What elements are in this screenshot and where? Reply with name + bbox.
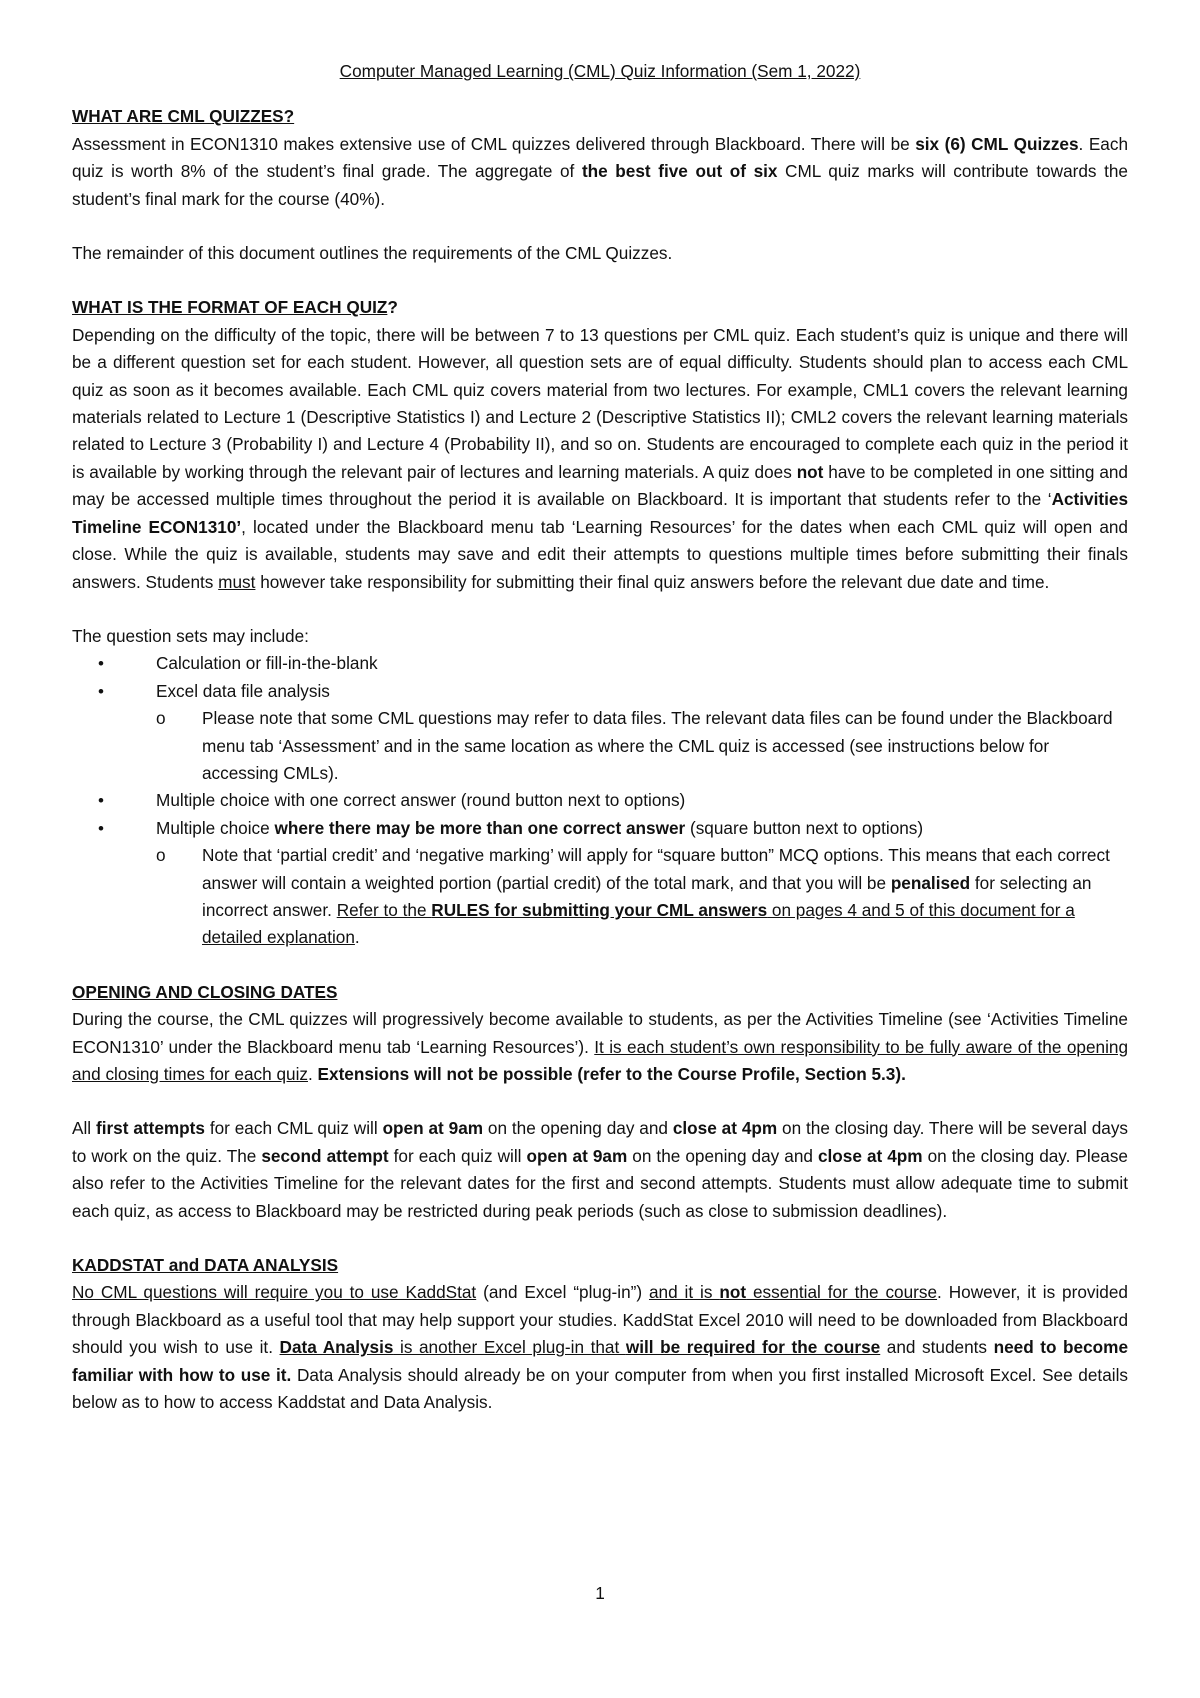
text-run: Please note that some CML questions may refer to data files. The relevant data files can be found under the Blackboard menu tab ‘Assessment’ and in the same location as where the CML quiz is accessed (see instructions below for accessing CMLs). [202, 708, 1113, 783]
paragraph-question-sets-intro: The question sets may include: [72, 625, 309, 646]
text-run: and students [880, 1337, 994, 1358]
text-run: for selecting an incorrect answer. [202, 872, 1092, 920]
text-run: Assessment in ECON1310 makes extensive use of CML quizzes delivered through Blackboard. There will be [72, 133, 916, 154]
text-run-underline: Refer to the [336, 899, 432, 920]
paragraph-quiz-format [72, 322, 1128, 596]
text-run: . [354, 927, 360, 948]
text-run: for each CML quiz will [204, 1118, 383, 1139]
text-run-underline: It is each student’s own responsibility to be fully aware of the opening and closing times for each quiz [72, 1036, 1129, 1084]
text-run: for each quiz will [388, 1145, 527, 1166]
text-run-underline: on pages 4 and 5 of this document for a detailed explanation [202, 899, 1075, 948]
text-run-bold-underline: Data Analysis [279, 1337, 394, 1358]
text-run: on the closing day. Please also refer to the Activities Timeline for the relevant dates for the first and second attempts. Students must allow adequate time to submit each quiz, as access to Blackboard may be restricted during peak periods (such as close to submission deadlines). [72, 1145, 1128, 1221]
spacer [72, 213, 1128, 240]
text-run-bold: penalised [890, 872, 971, 893]
spacer [72, 1088, 1128, 1115]
text-run-underline: essential for the course [746, 1282, 938, 1303]
text-run-bold: first attempts [95, 1118, 205, 1139]
text-run: on the closing day. There will be several days to work on the quiz. The [72, 1118, 1129, 1166]
text-run: have to be completed in one sitting and may be accessed multiple times throughout the period it is available on Blackboard. It is important that students refer to the ‘ [72, 461, 1128, 510]
heading-quiz-format-wrapper [72, 294, 1128, 321]
text-run: Data Analysis should already be on your computer from when you first installed Microsoft Excel. See details below as to how to access Kaddstat and Data Analysis. [72, 1364, 1128, 1413]
text-run-bold: where there may be more than one correct answer [274, 817, 686, 838]
text-run-underline: and it is [648, 1282, 720, 1303]
heading-what-are-cml-quizzes: WHAT ARE CML QUIZZES? [72, 106, 295, 127]
heading-kaddstat-data-analysis: KADDSTAT and DATA ANALYSIS [72, 1255, 339, 1276]
text-run-bold: six (6) CML Quizzes [915, 133, 1079, 154]
text-run-bold: the best five out of six [581, 161, 778, 182]
text-run: on the opening day and [627, 1145, 818, 1166]
text-run-underline: No CML questions will require you to use KaddStat [72, 1282, 477, 1303]
text-run-bold: open at 9am [382, 1118, 484, 1139]
spacer [72, 952, 1128, 979]
text-run: During the course, the CML quizzes will progressively become available to students, as per the Activities Timeline (see ‘Activities Timeline ECON1310’ under the Blackboard menu tab ‘Learning Resources’). [72, 1009, 1128, 1057]
spacer [72, 1225, 1128, 1252]
list-item: • Excel data file analysis [98, 678, 1128, 705]
sub-bullet-marker: o [156, 708, 166, 729]
text-run-bold: not [796, 461, 824, 482]
heading-opening-closing-dates: OPENING AND CLOSING DATES [72, 981, 338, 1002]
text-run-bold: Extensions will not be possible (refer to the Course Profile, Section 5.3). [317, 1064, 906, 1084]
paragraph-cml-overview [72, 131, 1128, 213]
text-run: Note that ‘partial credit’ and ‘negative marking’ will apply for “square button” MCQ options. This means that each correct answer will contain a weighted portion (partial credit) of the total mark, and that you will be [202, 845, 1110, 893]
heading-quiz-format: WHAT IS THE FORMAT OF EACH QUIZ [72, 297, 388, 318]
heading-quiz-format-suffix: ? [387, 297, 398, 318]
text-run: Multiple choice [156, 817, 275, 838]
spacer [72, 596, 1128, 623]
text-run: , located under the Blackboard menu tab ‘Learning Resources’ for the dates when each CML quiz will open and close. While the quiz is available, students may save and edit their attempts to questions multiple times before submitting their finals answers. Students [72, 516, 1128, 592]
text-run: (and Excel “plug-in”) [476, 1282, 649, 1303]
document-title: Computer Managed Learning (CML) Quiz Information (Sem 1, 2022) [339, 61, 861, 81]
list-item [98, 815, 1128, 842]
paragraph-kaddstat [72, 1279, 1128, 1416]
text-run-bold: Activities Timeline ECON1310’ [72, 489, 1128, 537]
text-run-bold: second attempt [261, 1145, 389, 1166]
text-run: Depending on the difficulty of the topic, there will be between 7 to 13 questions per CML quiz. Each student’s quiz is unique and there will be a different question set for each student. However, all question sets are of equal difficulty. Students should plan to access each CML quiz as soon as it becomes available. Each CML quiz covers material from two lectures. For example, CML1 covers the relevant learning materials related to Lecture 1 (Descriptive Statistics I) and Lecture 2 (Descriptive Statistics II); CML2 covers the relevant learning materials related to Lecture 3 (Probability I) and Lecture 4 (Probability II), and so on. Students are encouraged to complete each quiz in the period it is available by working through the relevant pair of lectures and learning materials. A quiz does [72, 324, 1128, 482]
text-run-bold: close at 4pm [672, 1118, 778, 1139]
paragraph-attempt-times [72, 1115, 1128, 1225]
text-run: however take responsibility for submitting their final quiz answers before the relevant due date and time. [255, 571, 1050, 592]
sub-bullet-marker: o [156, 845, 166, 866]
text-run-bold: close at 4pm [817, 1145, 923, 1166]
text-run-bold: need to become familiar with how to use it. [72, 1337, 1129, 1385]
sub-list-item [156, 842, 1128, 952]
text-run: on the opening day and [483, 1118, 673, 1139]
question-set-list [72, 650, 1128, 951]
text-run-bold-underline: not [719, 1282, 747, 1303]
spacer [72, 267, 1128, 294]
text-run-underline: must [218, 571, 256, 592]
text-run: . Each quiz is worth 8% of the student’s final grade. The aggregate of [72, 133, 1129, 182]
text-run: (square button next to options) [685, 817, 924, 838]
paragraph-opening-closing [72, 1006, 1128, 1088]
paragraph-remainder: The remainder of this document outlines the requirements of the CML Quizzes. [72, 243, 673, 264]
text-run: CML quiz marks will contribute towards the student’s final mark for the course (40%). [72, 161, 1128, 209]
text-run-bold-underline: will be required for the course [625, 1337, 881, 1358]
text-run: . [307, 1064, 318, 1084]
list-item: • Multiple choice with one correct answer (round button next to options) [98, 787, 1128, 814]
sub-list-item [156, 705, 1128, 787]
text-run-underline: is another Excel plug-in that [393, 1337, 626, 1358]
page-number: 1 [595, 1583, 605, 1603]
text-run-bold: open at 9am [526, 1145, 628, 1166]
text-run: . However, it is provided through Blackboard as a useful tool that may help support your studies. KaddStat Excel 2010 will need to be downloaded from Blackboard should you wish to use it. [72, 1282, 1128, 1358]
text-run-bold-underline: RULES for submitting your CML answers [431, 899, 768, 920]
list-item: • Calculation or fill-in-the-blank [98, 650, 1128, 677]
text-run: All [72, 1118, 96, 1139]
